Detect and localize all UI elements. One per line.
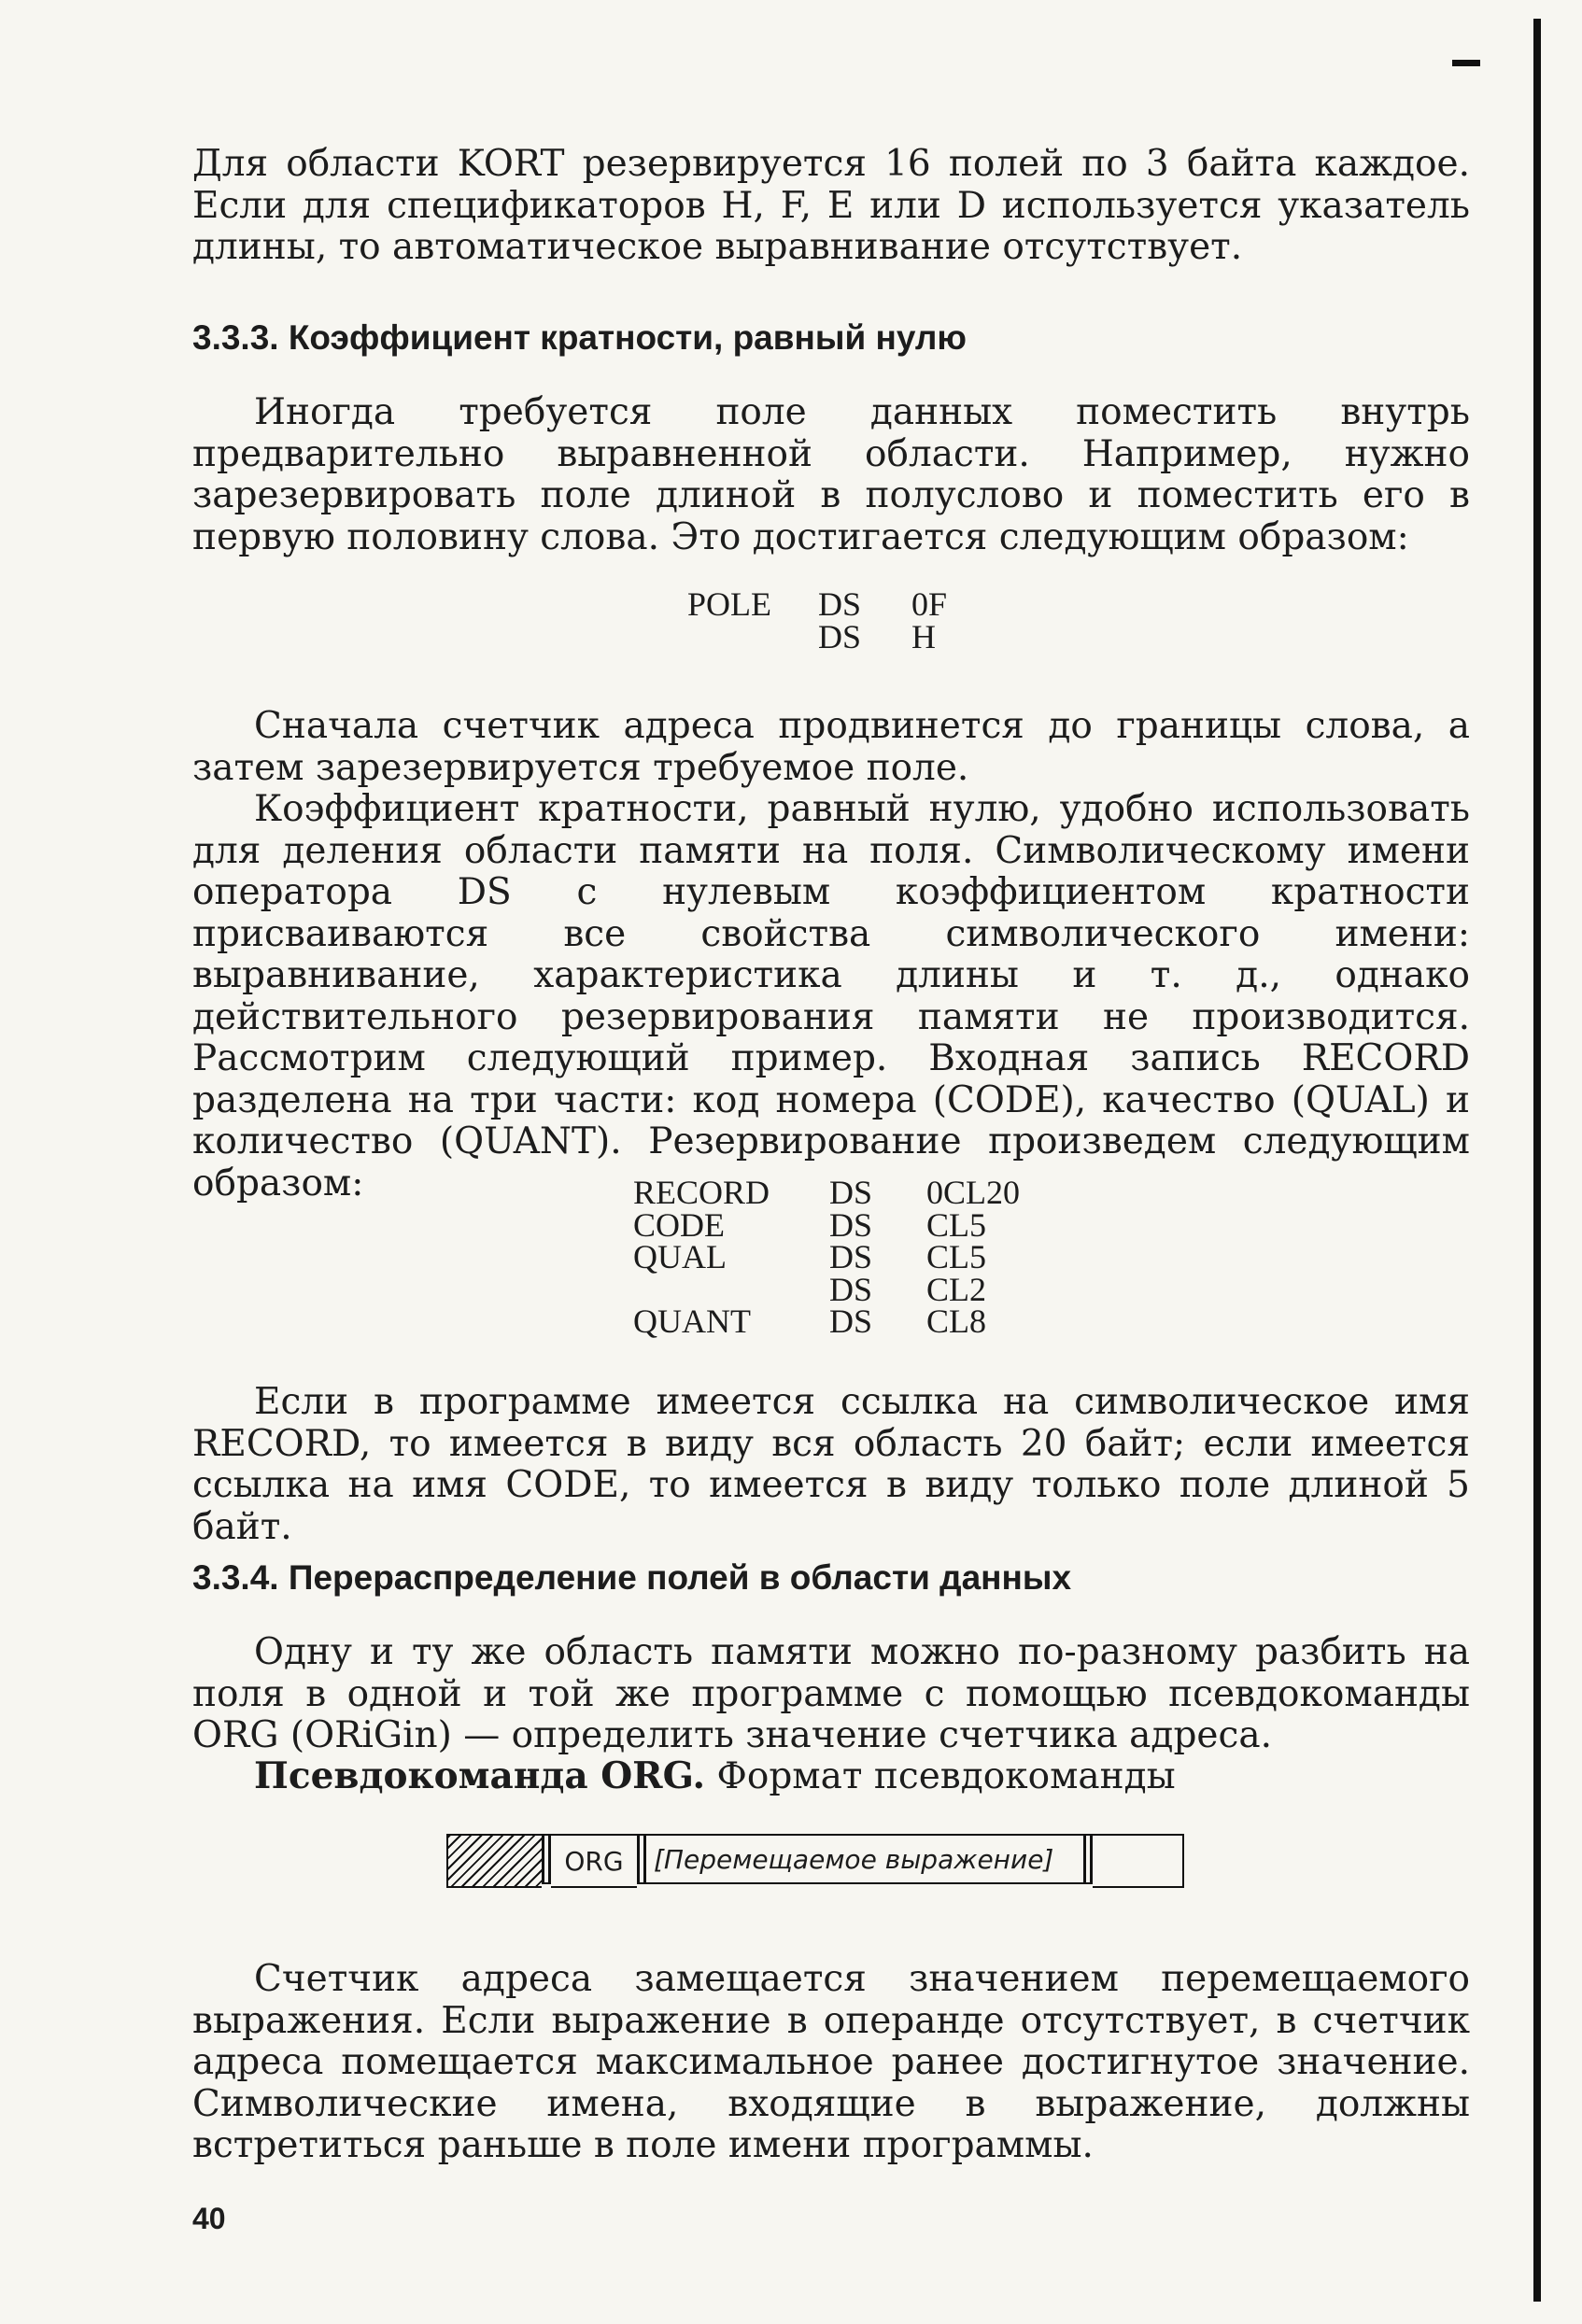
section-heading-3-3-4: 3.3.4. Перераспределение полей в области данных <box>192 1558 1072 1597</box>
operation-field: ORG <box>551 1834 637 1888</box>
paragraph-intro-zero-factor: Иногда требуется поле данных поместить внутрь предварительно выравненной области. Например, нужно зарезервировать поле длиной в полуслово и поместить его в первую половину слова. Это достигается следующим образом: <box>192 391 1470 558</box>
paragraph-org-format <box>192 1755 1470 1798</box>
code-line <box>633 1209 1057 1242</box>
code-label <box>633 1274 829 1306</box>
paragraph-org-intro: Одну и ту же область памяти можно по-разному разбить на поля в одной и той же программе с помощью псевдокоманды ORG (ORiGin) — определить значение счетчика адреса. <box>192 1631 1470 1756</box>
code-label: POLE <box>687 585 771 623</box>
field-separator <box>1083 1834 1093 1884</box>
code-operand: 0CL20 <box>926 1174 1021 1211</box>
code-operand: CL5 <box>926 1238 987 1275</box>
paragraph-record-reference: Если в программе имеется ссылка на символическое имя RECORD, то имеется в виду вся область 20 байт; если имеется ссылка на имя CODE, то имеется в виду только поле длиной 5 байт. <box>192 1381 1470 1548</box>
field-separator <box>542 1834 551 1884</box>
paragraph-counter-advance: Сначала счетчик адреса продвинется до границы слова, а затем зарезервируется требуемое поле. <box>192 705 1470 789</box>
paragraph-kort: Для области KORT резервируется 16 полей по 3 байта каждое. Если для спецификаторов H, F, E или D используется указатель длины, то автоматическое выравнивание отсутствует. <box>192 143 1470 268</box>
org-format-text: Формат псевдокоманды <box>705 1755 1176 1797</box>
code-label: QUAL <box>633 1238 727 1275</box>
code-label: CODE <box>633 1205 725 1244</box>
code-operand: 0F <box>911 585 948 623</box>
code-operand: H <box>911 617 936 655</box>
code-line <box>687 588 1005 621</box>
operand-field: [Перемещаемое выражение] <box>646 1834 1083 1884</box>
corner-mark <box>1452 60 1480 66</box>
code-line <box>633 1176 1057 1209</box>
page-edge-line <box>1533 19 1541 2302</box>
code-line <box>633 1274 1057 1306</box>
org-term: Псевдокоманда ORG. <box>254 1754 706 1797</box>
code-example-record <box>633 1176 1057 1338</box>
code-op: DS <box>818 585 862 623</box>
code-label <box>687 621 818 654</box>
code-op: DS <box>829 1174 873 1211</box>
org-format-diagram <box>446 1834 1184 1888</box>
comment-field <box>1093 1834 1184 1888</box>
code-op: DS <box>829 1303 873 1340</box>
code-operand: CL2 <box>926 1270 987 1308</box>
code-op: DS <box>818 617 862 655</box>
field-separator <box>637 1834 646 1884</box>
page-number: 40 <box>192 2202 226 2235</box>
code-line <box>687 621 1005 654</box>
code-label: QUANT <box>633 1303 751 1340</box>
section-heading-3-3-3: 3.3.3. Коэффициент кратности, равный нулю <box>192 318 968 357</box>
code-op: DS <box>829 1205 873 1244</box>
paragraph-counter-replace: Счетчик адреса замещается значением перемещаемого выражения. Если выражение в операнде отсутствует, в счетчик адреса помещается максимальное ранее достигнутое значение. Символические имена, входящие в выражение, должны встретиться раньше в поле имени программы. <box>192 1958 1470 2166</box>
paragraph-zero-factor-use: Коэффициент кратности, равный нулю, удобно использовать для деления области памяти на поля. Символическому имени оператора DS с нулевым коэффициентом кратности присваиваются все свойства символического имени: выравнивание, характеристика длины и т. д., однако действительного резервирования памяти не производится. Рассмотрим следующий пример. Входная запись RECORD разделена на три части: код номера (CODE), качество (QUAL) и количество (QUANT). Резервирование произведем следующим образом: <box>192 788 1470 1204</box>
code-op: DS <box>829 1270 873 1308</box>
code-operand: CL5 <box>926 1205 987 1244</box>
code-line <box>633 1305 1057 1338</box>
code-example-pole <box>687 585 1005 655</box>
code-operand: CL8 <box>926 1303 987 1340</box>
code-op: DS <box>829 1238 873 1275</box>
code-label: RECORD <box>633 1174 770 1211</box>
code-line <box>633 1241 1057 1274</box>
name-field-hatched <box>446 1834 542 1888</box>
